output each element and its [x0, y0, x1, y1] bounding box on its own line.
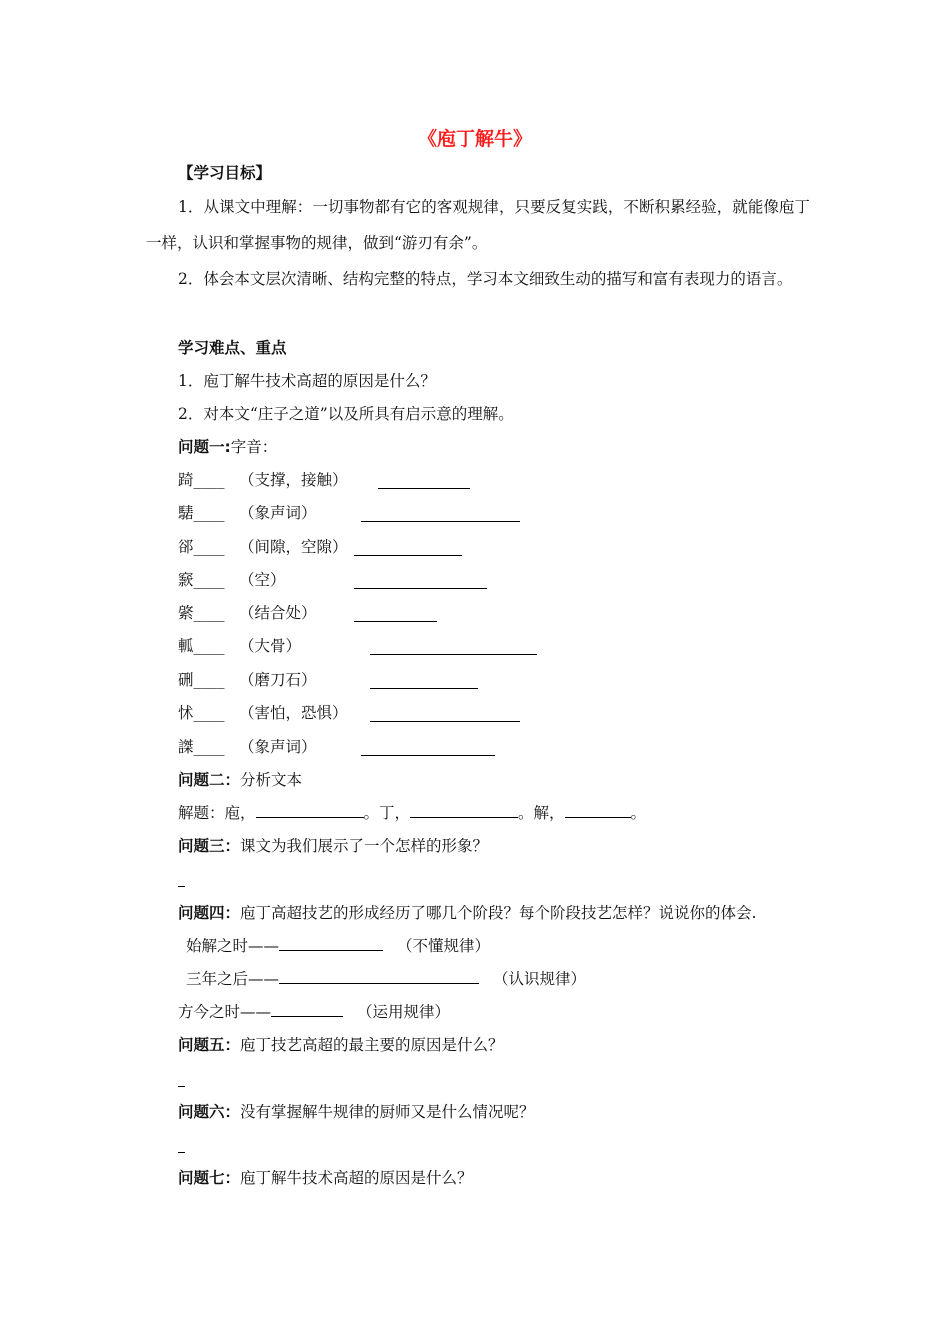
question-3-text: 课文为我们展示了一个怎样的形象？ — [240, 837, 489, 855]
answer-line[interactable] — [354, 588, 487, 589]
stage-2-note: （认识规律） — [493, 970, 587, 988]
pronunciation-row — [0, 703, 950, 725]
title-analysis-end: 。 — [630, 804, 647, 822]
pinyin-blank[interactable]: ____ — [193, 604, 225, 622]
character-cell — [178, 470, 225, 490]
stage-2-blank[interactable] — [279, 969, 479, 984]
answer-blank-jie[interactable] — [565, 803, 631, 818]
objective-item-1-text: 1．从课文中理解：一切事物都有它的客观规律，只要反复实践，不断积累经验，就能像庖丁一样，认识和掌握事物的规律，做到“游刃有余”。 — [146, 198, 810, 252]
answer-line[interactable] — [370, 654, 537, 655]
answer-line[interactable] — [378, 488, 470, 489]
question-5-label: 问题五： — [178, 1036, 241, 1054]
pinyin-blank[interactable]: ____ — [193, 571, 225, 589]
meaning: （空） — [239, 571, 286, 589]
meaning: （象声词） — [239, 738, 317, 756]
question-2-label: 问题二： — [178, 771, 241, 789]
objective-item-2 — [146, 261, 810, 297]
answer-line-3[interactable] — [178, 886, 185, 887]
stage-row-2 — [186, 969, 586, 989]
key-point-2: 2．对本文“庄子之道”以及所具有启示意的理解。 — [178, 405, 514, 423]
question-5 — [178, 1035, 504, 1055]
question-6-text: 没有掌握解牛规律的厨师又是什么情况呢？ — [240, 1103, 535, 1121]
pronunciation-row — [0, 470, 950, 492]
key-point-1: 1．庖丁解牛技术高超的原因是什么？ — [178, 372, 436, 390]
pronunciation-row — [0, 603, 950, 625]
character: 硎 — [178, 671, 194, 689]
question-1-label: 问题一: — [178, 438, 231, 456]
character: 騞 — [178, 504, 194, 522]
question-7-text: 庖丁解牛技术高超的原因是什么？ — [240, 1169, 473, 1187]
character-cell — [178, 570, 225, 590]
title-analysis-sep2: 。解， — [518, 804, 565, 822]
pinyin-blank[interactable]: ____ — [193, 471, 225, 489]
character: 踦 — [178, 471, 194, 489]
character: 郤 — [178, 538, 194, 556]
stage-row-1 — [186, 936, 490, 956]
title-analysis-line — [178, 803, 646, 823]
question-2-text: 分析文本 — [240, 771, 303, 789]
question-3 — [178, 836, 488, 856]
pronunciation-row — [0, 570, 950, 592]
question-4 — [178, 903, 756, 923]
character: 謋 — [178, 738, 194, 756]
character-cell — [178, 670, 225, 690]
meaning: （象声词） — [239, 504, 317, 522]
stage-2-name: 三年之后—— — [186, 970, 280, 988]
question-6-label: 问题六： — [178, 1103, 241, 1121]
pinyin-blank[interactable]: ____ — [193, 637, 225, 655]
pronunciation-row — [0, 537, 950, 559]
stage-3-note: （运用规律） — [357, 1003, 451, 1021]
meaning: （大骨） — [239, 637, 302, 655]
character-cell — [178, 603, 225, 623]
character: 怵 — [178, 704, 194, 722]
pinyin-blank[interactable]: ____ — [193, 738, 225, 756]
stage-1-name: 始解之时—— — [186, 937, 280, 955]
pronunciation-row — [0, 737, 950, 759]
question-6 — [178, 1102, 535, 1122]
character: 綮 — [178, 604, 194, 622]
character-cell — [178, 737, 225, 757]
character-cell — [178, 703, 225, 723]
stage-3-blank[interactable] — [271, 1002, 343, 1017]
pinyin-blank[interactable]: ____ — [193, 671, 225, 689]
pinyin-blank[interactable]: ____ — [193, 504, 225, 522]
question-5-text: 庖丁技艺高超的最主要的原因是什么？ — [240, 1036, 504, 1054]
meaning: （支撑，接触） — [239, 471, 348, 489]
meaning: （间隙，空隙） — [239, 538, 348, 556]
question-4-text: 庖丁高超技艺的形成经历了哪几个阶段？每个阶段技艺怎样？说说你的体会. — [240, 904, 757, 922]
question-7-label: 问题七： — [178, 1169, 241, 1187]
objectives-heading: 【学习目标】 — [178, 164, 272, 182]
meaning: （害怕，恐惧） — [239, 704, 348, 722]
answer-line-5[interactable] — [178, 1086, 185, 1087]
character-cell — [178, 636, 225, 656]
question-2 — [178, 770, 302, 790]
answer-line[interactable] — [370, 721, 520, 722]
meaning: （磨刀石） — [239, 671, 317, 689]
title-analysis-sep1: 。丁， — [363, 804, 411, 822]
answer-line[interactable] — [354, 555, 462, 556]
objective-item-1 — [146, 189, 810, 261]
question-7 — [178, 1168, 473, 1188]
answer-line[interactable] — [361, 755, 495, 756]
stage-row-3 — [178, 1002, 450, 1022]
answer-line[interactable] — [370, 688, 478, 689]
pinyin-blank[interactable]: ____ — [193, 538, 225, 556]
objective-item-2-text: 2．体会本文层次清晰、结构完整的特点，学习本文细致生动的描写和富有表现力的语言。 — [178, 270, 793, 288]
character: 軱 — [178, 637, 194, 655]
character-cell — [178, 537, 225, 557]
meaning: （结合处） — [239, 604, 317, 622]
pronunciation-row — [0, 636, 950, 658]
key-points-heading: 学习难点、重点 — [178, 339, 287, 357]
question-4-label: 问题四： — [178, 904, 241, 922]
stage-1-note: （不懂规律） — [397, 937, 491, 955]
pronunciation-row — [0, 670, 950, 692]
answer-blank-ding[interactable] — [410, 803, 518, 818]
character: 窾 — [178, 571, 194, 589]
answer-line-6[interactable] — [178, 1152, 185, 1153]
stage-3-name: 方今之时—— — [178, 1003, 272, 1021]
pronunciation-row — [0, 503, 950, 525]
answer-line[interactable] — [354, 621, 437, 622]
stage-1-blank[interactable] — [279, 936, 383, 951]
answer-blank-pao[interactable] — [256, 803, 364, 818]
question-3-label: 问题三： — [178, 837, 241, 855]
question-1 — [178, 437, 277, 457]
pinyin-blank[interactable]: ____ — [193, 704, 225, 722]
page-title: 《庖丁解牛》 — [417, 128, 532, 150]
character-cell — [178, 503, 225, 523]
question-1-text: 字音： — [230, 438, 278, 456]
title-analysis-prefix: 解题：庖， — [178, 804, 256, 822]
answer-line[interactable] — [361, 521, 520, 522]
